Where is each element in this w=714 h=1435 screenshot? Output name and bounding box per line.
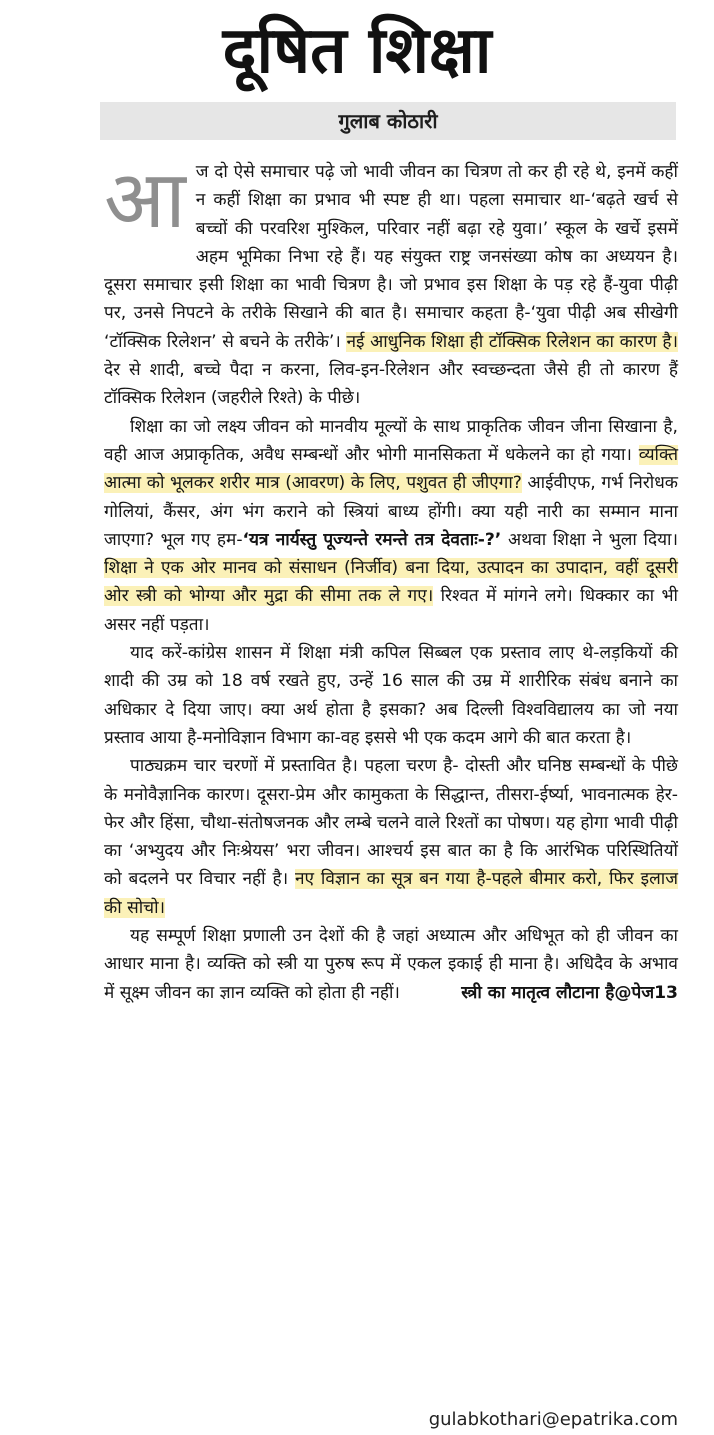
highlighted-text: नई आधुनिक शिक्षा ही टॉक्सिक रिलेशन का कारण है। — [346, 331, 678, 352]
text: शिक्षा का जो लक्ष्य जीवन को मानवीय मूल्यों के साथ प्राकृतिक जीवन जीना सिखाना है, वही आज अप्राकृतिक, अवैध सम्बन्धों और भोगी मानसिकता में धकेलने का हो गया। — [104, 416, 678, 465]
paragraph-4 — [104, 752, 678, 922]
highlighted-text: व्यक्ति आत्मा को भूलकर शरीर मात्र (आवरण) के लिए, पशुवत ही जीएगा? — [104, 444, 678, 494]
sanskrit-quote: ‘यत्र नार्यस्तु पूज्यन्ते रमन्ते तत्र देवताः-?’ — [242, 529, 502, 550]
paragraph-2 — [104, 413, 678, 639]
highlighted-text: नए विज्ञान का सूत्र बन गया है-पहले बीमार करो, फिर इलाज की सोचो। — [104, 869, 678, 918]
text: पाठ्यक्रम चार चरणों में प्रस्तावित है। पहला चरण है- दोस्ती और घनिष्ठ सम्बन्धों के पीछे के मनोवैज्ञानिक कारण। दूसरा-प्रेम और कामुकता के सिद्धान्त, तीसरा-ईर्ष्या, भावनात्मक हेर-फेर और हिंसा, चौथा-संतोषजनक और लम्बे चलने वाले रिश्तों का पोषण। यह होगा भावी पीढ़ी का ‘अभ्युदय और निःश्रेयस’ भरा जीवन। आश्चर्य इस बात का है कि आरंभिक परिस्थितियों को बदलने पर विचार नहीं है। — [104, 756, 678, 890]
highlighted-text: शिक्षा ने एक ओर मानव को संसाधन (निर्जीव) बना दिया, उत्पादन का उपादान, वहीं दूसरी ओर स्त्री को भोग्या और मुद्रा की सीमा तक ले गए। — [104, 558, 678, 607]
author-email: gulabkothari@epatrika.com — [428, 1409, 678, 1430]
text: रिश्वत में मांगने लगे। धिक्कार का भी असर नहीं पड़ता। — [104, 586, 678, 635]
drop-cap: आ — [104, 153, 186, 246]
paragraph-5 — [104, 922, 678, 1007]
byline: गुलाब कोठारी — [100, 102, 676, 140]
headline: दूषित शिक्षा — [222, 14, 492, 88]
text: देर से शादी, बच्चे पैदा न करना, लिव-इन-रिलेशन और स्वच्छन्दता जैसे ही तो कारण हैं टॉक्सिक रिलेशन (जहरीले रिश्ते) के पीछे। — [104, 360, 678, 409]
text: आईवीएफ, गर्भ निरोधक गोलियां, कैंसर, अंग भंग कराने को स्त्रियां बाध्य होंगी। क्या यही नारी का सम्मान माना जाएगा? भूल गए हम- — [104, 473, 679, 550]
paragraph-3: याद करें-कांग्रेस शासन में शिक्षा मंत्री कपिल सिब्बल एक प्रस्ताव लाए थे-लड़कियों की शादी की उम्र को 18 वर्ष रखते हुए, उन्हें 16 साल की उम्र में शारीरिक संबंध बनाने का अधिकार दे दिया जाए। क्या अर्थ होता है इसका? अब दिल्ली विश्वविद्यालय का जो नया प्रस्ताव आया है-मनोविज्ञान विभाग का-वह इससे भी एक कदम आगे की बात करता है। — [104, 643, 678, 748]
text: अथवा शिक्षा ने भुला दिया। — [501, 529, 679, 550]
text: यह सम्पूर्ण शिक्षा प्रणाली उन देशों की है जहां अध्यात्म और अधिभूत को ही जीवन का आधार माना है। व्यक्ति को स्त्री या पुरुष रूप में एकल इकाई ही माना है। अधिदैव के अभाव में सूक्ष्म जीवन का ज्ञान व्यक्ति को होता ही नहीं। — [104, 926, 678, 1003]
article-body — [104, 153, 679, 1007]
paragraph-1 — [104, 153, 678, 413]
text: ज दो ऐसे समाचार पढ़े जो भावी जीवन का चित्रण तो कर ही रहे थे, इनमें कहीं न कहीं शिक्षा का प्रभाव भी स्पष्ट ही था। पहला समाचार था-‘बढ़ते खर्च से बच्चों की परवरिश मुश्किल, परिवार नहीं बढ़ा रहे युवा।’ स्कूल के खर्चे इसमें अहम भूमिका निभा रहे हैं। यह संयुक्त राष्ट्र जनसंख्या कोष का अध्ययन है। दूसरा समाचार इसी शिक्षा का भावी चित्रण है। जो प्रभाव इस शिक्षा के पड़ रहे हैं-युवा पीढ़ी पर, उनसे निपटने के तरीके सिखाने की बात है। समाचार कहता है-‘युवा पीढ़ी अब सीखेगी ‘टॉक्सिक रिलेशन’ से बचने के तरीके’। — [104, 162, 678, 352]
continued-page-ref: स्त्री का मातृत्व लौटाना है@पेज13 — [461, 982, 678, 1003]
